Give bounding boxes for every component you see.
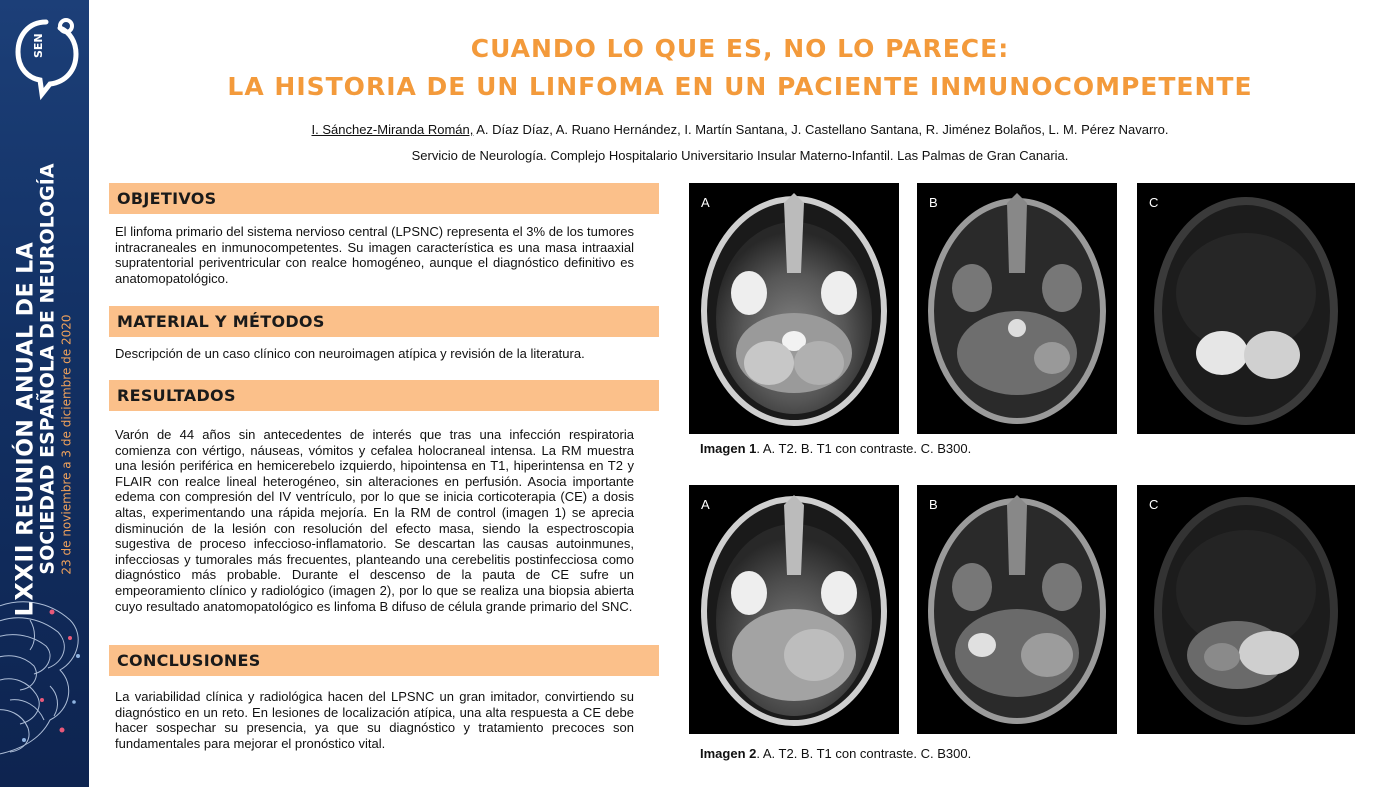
- panel-label: A: [701, 195, 710, 210]
- section-header-conclusiones: [109, 645, 659, 676]
- meeting-line2: SOCIEDAD ESPAÑOLA DE NEUROLOGÍA: [36, 163, 59, 575]
- mri-image1-panel-c: [1137, 183, 1355, 434]
- caption-label: Imagen 2: [700, 746, 757, 761]
- caption-text: . A. T2. B. T1 con contraste. C. B300.: [756, 441, 972, 456]
- sidebar-banner: [0, 0, 89, 787]
- mri-image2-panel-a: [689, 485, 899, 734]
- first-author: I. Sánchez-Miranda Román,: [311, 122, 474, 137]
- sen-logo-icon: [10, 12, 82, 102]
- figure-caption-1: [700, 441, 971, 456]
- panel-label: C: [1149, 497, 1159, 512]
- edition-number: LXXII: [10, 543, 39, 617]
- meeting-dates: 23 de noviembre a 3 de diciembre de 2020: [59, 314, 74, 575]
- resultados-text: Varón de 44 años sin antecedentes de interés que tras una infección respiratoria comienza con vértigo, náuseas, vómitos y cefalea holocraneal intensa. La RM muestra una lesión periférica en hemicerebelo izquierdo, hipointensa en T1, hiperintensa en T2 y FLAIR con realce lineal heterogéneo, sin alteraciones en perfusión. Asocia importante edema con compresión del IV ventrículo, por lo que se inicia corticoterapia (CE) a dosis altas, experimentando una rápida mejoría. En la RM de control (imagen 1) se aprecia disminución de la lesión con resolución del efecto masa, siendo la espectroscopia sugestiva de proceso infeccioso-inflamatorio. Se descartan las causas autoinmunes, infecciosas y tumorales más frecuentes, planteando una cerebelitis postinfecciosa como diagnóstico más probable. Durante el descenso de la pauta de CE sufre un empeoramiento clínico y radiológico (imagen 2), por lo que se realiza una biopsia abierta cuyo resultado anatomopatológico es linfoma B difuso de célula grande primario del SNC.: [115, 427, 634, 614]
- mri-t2-icon: [689, 485, 899, 734]
- panel-label: B: [929, 195, 938, 210]
- mri-dwi-icon: [1137, 183, 1355, 434]
- title-line-2: LA HISTORIA DE UN LINFOMA EN UN PACIENTE INMUNOCOMPETENTE: [227, 72, 1253, 101]
- panel-label: A: [701, 497, 710, 512]
- affiliation: Servicio de Neurología. Complejo Hospitalario Universitario Insular Materno-Infantil. Las Palmas de Gran Canaria.: [411, 148, 1069, 163]
- panel-label: B: [929, 497, 938, 512]
- mri-dwi-icon: [1137, 485, 1355, 734]
- section-title: CONCLUSIONES: [117, 651, 261, 670]
- mri-t1-icon: [917, 183, 1117, 434]
- title-line-1: CUANDO LO QUE ES, NO LO PARECE:: [470, 34, 1010, 63]
- section-title: MATERIAL Y MÉTODOS: [117, 312, 325, 331]
- section-title: RESULTADOS: [117, 386, 236, 405]
- material-text: Descripción de un caso clínico con neuroimagen atípica y revisión de la literatura.: [115, 346, 585, 361]
- objetivos-text: El linfoma primario del sistema nervioso central (LPSNC) representa el 3% de los tumores intracraneales en inmunocompetentes. Su imagen característica es una masa intraaxial supratentorial periventricular con realce homogéneo, aunque el diagnóstico definitivo es anatomopatológico.: [115, 224, 634, 286]
- caption-text: . A. T2. B. T1 con contraste. C. B300.: [756, 746, 972, 761]
- mri-image1-panel-b: [917, 183, 1117, 434]
- meeting-line1: REUNIÓN ANUAL DE LA: [13, 241, 39, 536]
- mri-image2-panel-c: [1137, 485, 1355, 734]
- logo-text: SEN: [32, 33, 45, 58]
- section-header-material: [109, 306, 659, 337]
- section-header-objetivos: [109, 183, 659, 214]
- mri-image1-panel-a: [689, 183, 899, 434]
- mri-t1-icon: [917, 485, 1117, 734]
- authors: [150, 122, 1330, 137]
- brain-illustration-icon: [0, 590, 89, 787]
- mri-t2-icon: [689, 183, 899, 434]
- conclusiones-text: La variabilidad clínica y radiológica hacen del LPSNC un gran imitador, convirtiendo su diagnóstico en un reto. En lesiones de localización atípica, una alta respuesta a CE debe hacer sospechar su presencia, ya que su diagnóstico y tratamiento precoces son fundamentales para mejorar el pronóstico vital.: [115, 689, 634, 751]
- caption-label: Imagen 1: [700, 441, 757, 456]
- mri-image2-panel-b: [917, 485, 1117, 734]
- meeting-banner: [10, 163, 75, 617]
- section-header-resultados: [109, 380, 659, 411]
- figure-caption-2: [700, 746, 971, 761]
- panel-label: C: [1149, 195, 1159, 210]
- section-title: OBJETIVOS: [117, 189, 217, 208]
- other-authors: A. Díaz Díaz, A. Ruano Hernández, I. Martín Santana, J. Castellano Santana, R. Jiménez Bolaños, L. M. Pérez Navarro.: [473, 122, 1169, 137]
